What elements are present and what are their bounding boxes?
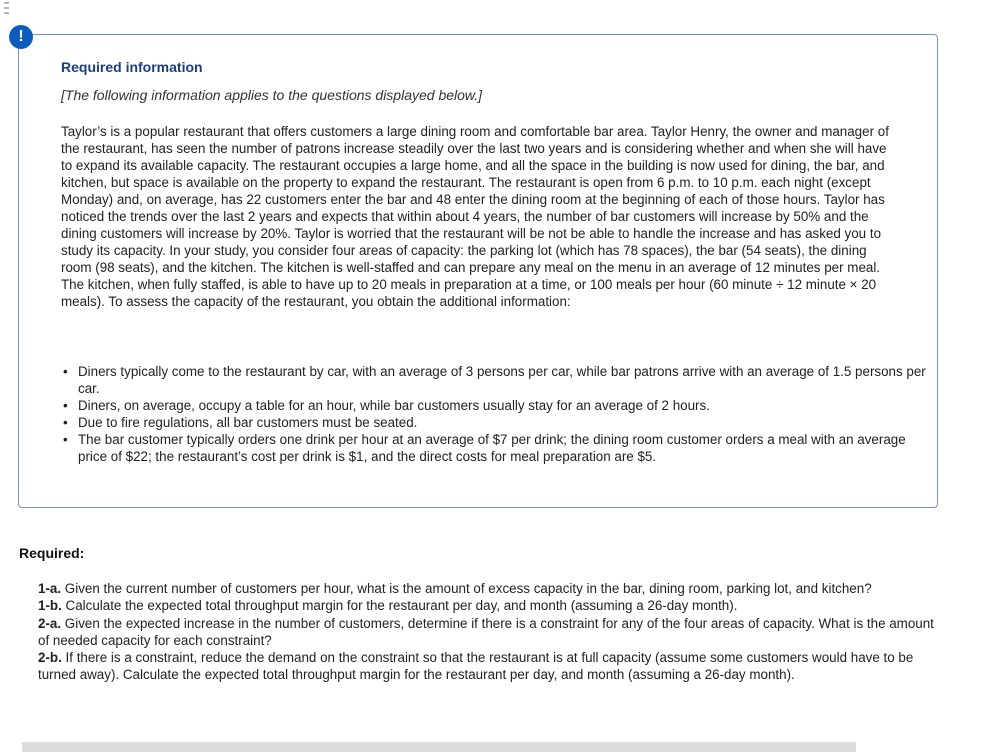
question-text: Given the current number of customers per hour, what is the amount of excess capacity in the bar, dining room, parking lot, and kitchen? [61,581,872,596]
window-grip-marks [4,2,10,16]
required-questions [38,580,943,684]
question-2b [38,649,943,684]
question-1a [38,580,943,597]
scenario-paragraph: Taylor’s is a popular restaurant that offers customers a large dining room and comfortable bar area. Taylor Henry, the owner and manager of the restaurant, has seen the number of patrons increase steadily over the last two years and is considering whether and when she will have to expand its available capacity. The restaurant occupies a large home, and all the space in the building is now used for dining, the bar, and kitchen, but space is available on the property to expand the restaurant. The restaurant is open from 6 p.m. to 10 p.m. each night (except Monday) and, on average, has 22 customers enter the bar and 48 enter the dining room at the beginning of each of those hours. Taylor has noticed the trends over the last 2 years and expects that within about 4 years, the number of bar customers will increase by 50% and the dining customers will increase by 20%. Taylor is worried that the restaurant will be not be able to handle the increase and has asked you to study its capacity. In your study, you consider four areas of capacity: the parking lot (which has 78 spaces), the bar (54 seats), the dining room (98 seats), and the kitchen. The kitchen is well-staffed and can prepare any meal on the menu in an average of 12 minutes per meal. The kitchen, when fully staffed, is able to have up to 20 meals in preparation at a time, or 100 meals per hour (60 minute ÷ 12 minute × 20 meals). To assess the capacity of the restaurant, you obtain the additional information: [61,124,889,309]
question-1b [38,597,943,614]
additional-info-list [61,363,928,465]
list-item: • Diners, on average, occupy a table for an hour, while bar customers usually stay for an average of 2 hours. [78,397,928,414]
list-item: • Diners typically come to the restaurant by car, with an average of 3 persons per car, while bar patrons arrive with an average of 1.5 persons per car. [78,363,928,397]
list-item: • The bar customer typically orders one drink per hour at an average of $7 per drink; the dining room customer orders a meal with an average price of $22; the restaurant’s cost per drink is $1, and the direct costs for meal preparation are $5. [78,431,928,465]
question-text: Calculate the expected total throughput margin for the restaurant per day, and month (assuming a 26-day month). [61,598,738,614]
horizontal-scrollbar[interactable] [22,742,856,752]
info-title: Required information [61,59,203,75]
required-heading: Required: [19,545,85,561]
question-label: 2-a. [38,615,62,631]
question-label: 2-b. [38,650,62,666]
question-label: 1-b. [38,598,62,614]
question-label: 1-a. [38,581,62,596]
list-item: • Due to fire regulations, all bar customers must be seated. [78,414,928,431]
alert-icon: ! [9,25,33,49]
info-subtitle: [The following information applies to the questions displayed below.] [61,87,483,103]
question-text: Given the expected increase in the number of customers, determine if there is a constraint for any of the four areas of capacity. What is the amount of needed capacity for each constraint? [38,615,934,648]
question-text: If there is a constraint, reduce the demand on the constraint so that the restaurant is at full capacity (assume some customers would have to be turned away). Calculate the expected total throughput margin for the restaurant per day, and month (assuming a 26-day month). [38,650,914,683]
question-2a [38,615,943,650]
